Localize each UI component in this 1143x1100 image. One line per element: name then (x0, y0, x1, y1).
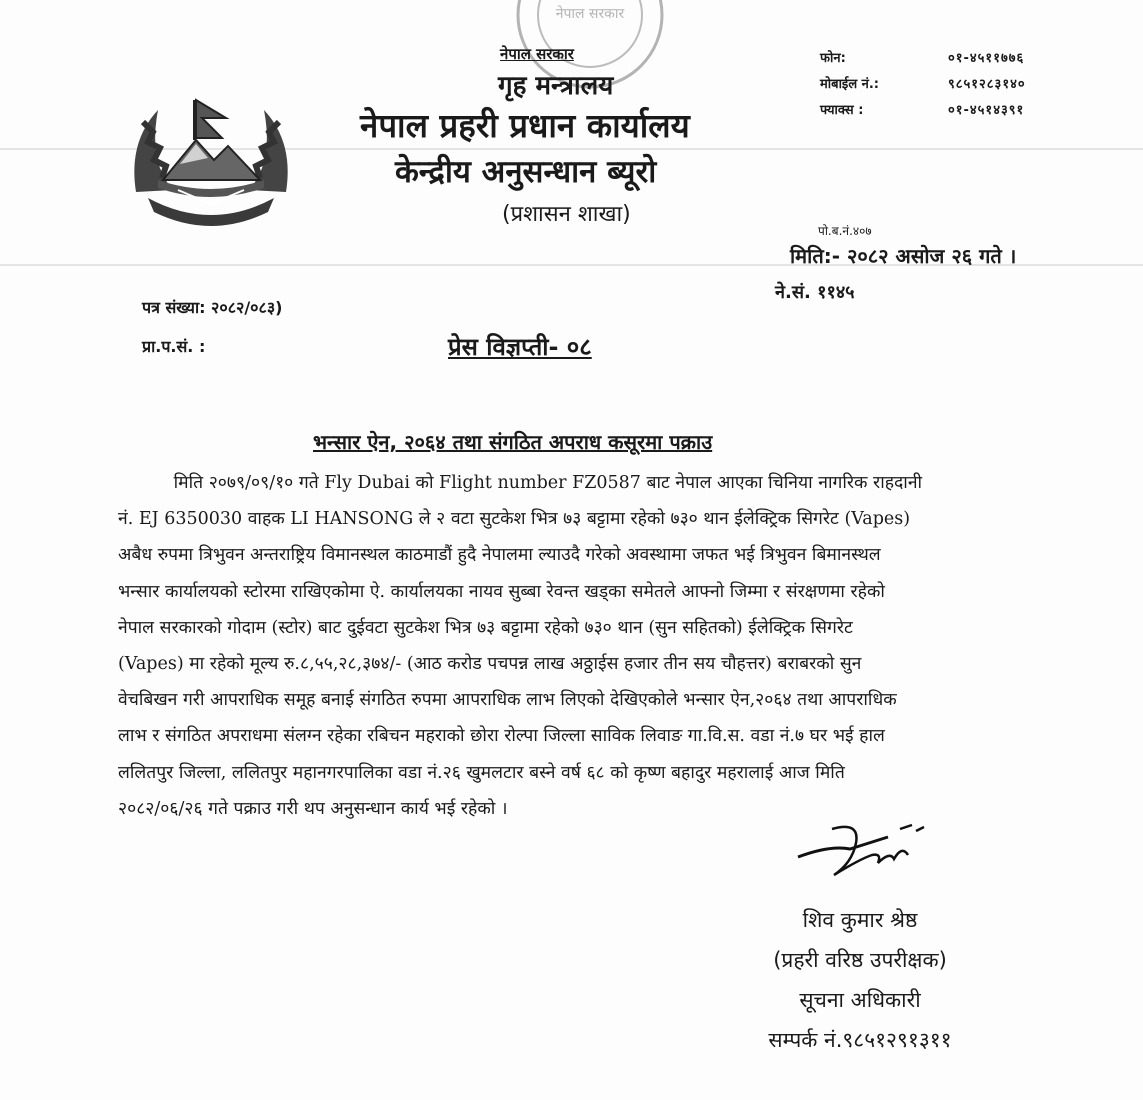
signatory-designation: (प्रहरी वरिष्ठ उपरीक्षक) (773, 948, 947, 972)
stamp-text: नेपाल सरकार (555, 6, 625, 22)
signatory-name: शिव कुमार श्रेष्ठ (802, 908, 918, 932)
contact-label: फ्याक्स : (820, 103, 864, 118)
body-line: अबैध रुपमा त्रिभुवन अन्तराष्ट्रिय विमानस्थल काठमाडौं हुदै नेपालमा ल्याउदै गरेको अवस्थामा जफत भई त्रिभुवन बिमानस्थल (118, 545, 881, 566)
signatory-block (740, 900, 980, 1060)
bureau-name: केन्द्रीय अनुसन्धान ब्यूरो (395, 154, 657, 190)
body-line: (Vapes) मा रहेको मूल्य रु.८,५५,२८,३७४/- (आठ करोड पचपन्न लाख अठ्ठाईस हजार तीन सय चौहत्तर) बराबरको सुन (118, 653, 862, 674)
press-release-title: प्रेस विज्ञप्ती- ०८ (448, 333, 592, 361)
body-line: लाभ र संगठित अपराधमा संलग्न रहेका रबिचन महराको छोरा रोल्पा जिल्ला साविक लिवाङ गा.वि.स. वडा नं.७ घर भई हाल (118, 726, 885, 747)
body-line: वेचबिखन गरी आपराधिक समूह बनाई संगठित रुपमा आपराधिक लाभ लिएको देखिएकोले भन्सार ऐन,२०६४ तथा आपराधिक (118, 690, 897, 711)
signatory-contact: सम्पर्क नं.९८५१२९१३११ (768, 1028, 952, 1052)
signatory-role: सूचना अधिकारी (799, 988, 921, 1012)
letter-date: मिति:- २०८२ असोज २६ गते । (790, 244, 1017, 268)
government-name: नेपाल सरकार (500, 45, 574, 63)
body-line: २०८२/०६/२६ गते पक्राउ गरी थप अनुसन्धान कार्य भई रहेको । (118, 798, 508, 819)
contact-value: ९८५१२८३१४० (948, 77, 1026, 92)
nepal-samvat-date: ने.सं. ११४५ (775, 282, 855, 303)
contact-row-fax (820, 96, 1026, 122)
pra-pa-san: प्रा.प.सं. : (142, 337, 206, 356)
nepal-emblem-icon (118, 82, 304, 232)
signature-icon (790, 815, 940, 885)
po-box: पो.ब.नं.४०७ (818, 224, 872, 238)
body-line: भन्सार कार्यालयको स्टोरमा राखिएकोमा ऐ. कार्यालयका नायव सुब्बा रेवन्त खड्का समेतले आफ्नो जिम्मा र संरक्षणमा रहेको (118, 581, 885, 602)
branch-name: (प्रशासन शाखा) (502, 202, 631, 227)
contact-value: ०१-४५१४३९१ (948, 103, 1025, 118)
contact-value: ०१-४५११७७६ (948, 51, 1025, 66)
contact-label: मोबाईल नं.: (820, 77, 880, 92)
press-release-heading: भन्सार ऐन, २०६४ तथा संगठित अपराध कसूरमा पक्राउ (313, 430, 713, 454)
press-release-body (118, 465, 1078, 827)
letter-number: पत्र संख्या: २०८२/०८३) (142, 298, 283, 317)
contact-row-mobile (820, 70, 1026, 96)
contact-label: फोन: (820, 51, 846, 66)
contact-block (820, 44, 1026, 122)
office-name: नेपाल प्रहरी प्रधान कार्यालय (360, 106, 690, 145)
ministry-name: गृह मन्त्रालय (498, 71, 614, 101)
contact-row-phone (820, 44, 1026, 70)
body-line: ललितपुर जिल्ला, ललितपुर महानगरपालिका वडा नं.२६ खुमलटार बस्ने वर्ष ६८ को कृष्ण बहादुर महरालाई आज मिति (118, 762, 845, 783)
body-line: नेपाल सरकारको गोदाम (स्टोर) बाट दुईवटा सुटकेश भित्र ७३ बट्टामा रहेको ७३० थान (सुन सहितको) ईलेक्ट्रिक सिगरेट (118, 617, 853, 638)
body-line: नं. EJ 6350030 वाहक LI HANSONG ले २ वटा सुटकेश भित्र ७३ बट्टामा रहेको ७३० थान ईलेक्ट्रिक सिगरेट (Vapes) (118, 509, 911, 530)
body-line: मिति २०७९/०९/१० गते Fly Dubai को Flight number FZ0587 बाट नेपाल आएका चिनिया नागरिक राहदानी (118, 473, 923, 493)
